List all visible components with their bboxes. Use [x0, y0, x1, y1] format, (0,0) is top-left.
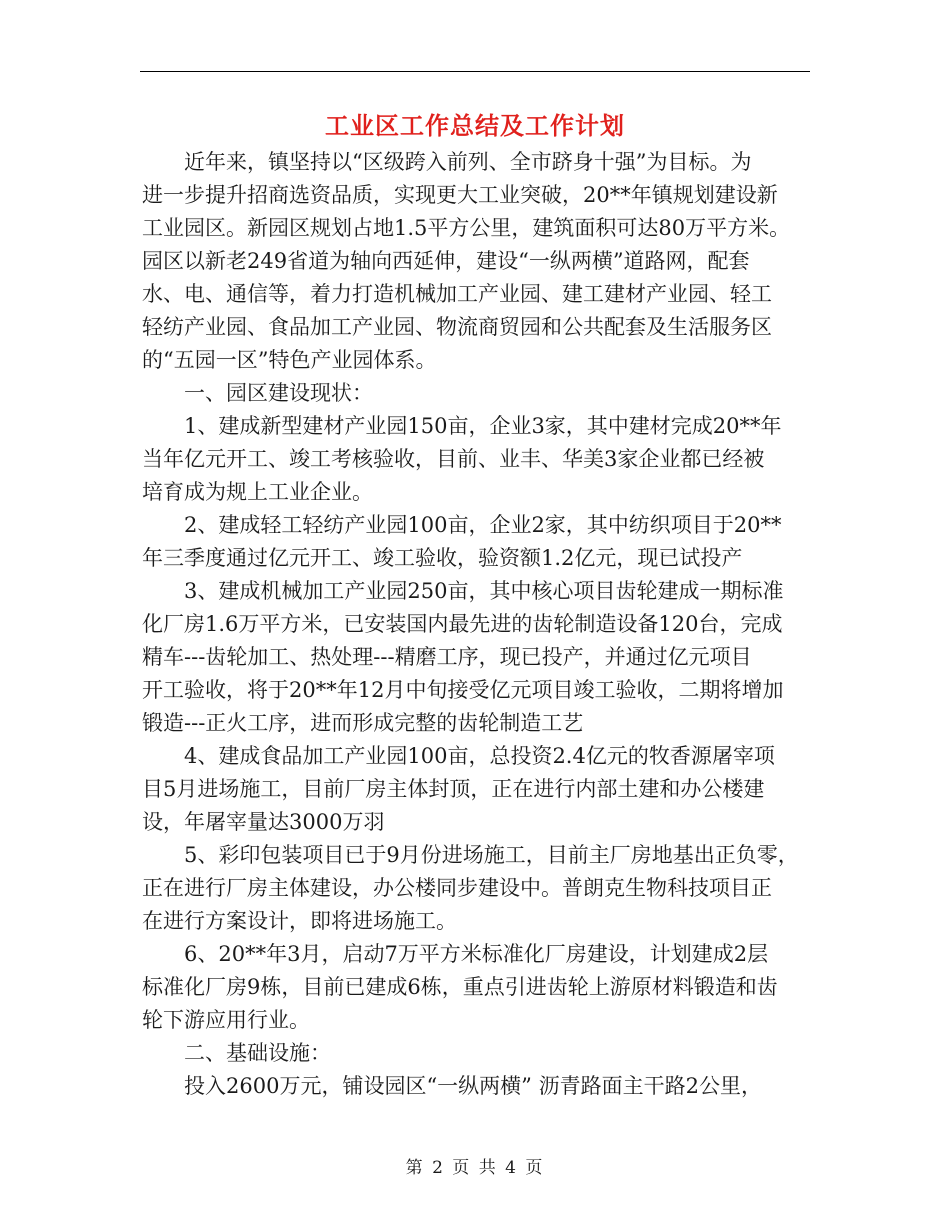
text-line: 水、电、通信等，着力打造机械加工产业园、建工建材产业园、轻工: [142, 282, 772, 306]
text-line: 5、彩印包装项目已于9月份进场施工，目前主厂房地基出正负零，: [184, 843, 799, 867]
text-line: 进一步提升招商选资品质，实现更大工业突破，20**年镇规划建设新: [142, 183, 778, 207]
text-line: 当年亿元开工、竣工考核验收，目前、业丰、华美3家企业都已经被: [142, 447, 765, 471]
text-line: 轮下游应用行业。: [142, 1008, 310, 1032]
text-line: 正在进行厂房主体建设，办公楼同步建设中。普朗克生物科技项目正: [142, 876, 772, 900]
text-line: 工业园区。新园区规划占地1.5平方公里，建筑面积可达80万平方米。: [142, 216, 791, 240]
header-rule: [140, 71, 810, 72]
text-line: 二、基础设施：: [184, 1041, 331, 1065]
text-line: 锻造---正火工序，进而形成完整的齿轮制造工艺: [142, 711, 584, 735]
text-line: 年三季度通过亿元开工、竣工验收，验资额1.2亿元，现已试投产: [142, 546, 743, 570]
text-line: 一、园区建设现状：: [184, 381, 373, 405]
text-line: 目5月进场施工，目前厂房主体封顶，正在进行内部土建和办公楼建: [142, 777, 765, 801]
text-line: 开工验收，将于20**年12月中旬接受亿元项目竣工验收，二期将增加: [142, 678, 784, 702]
text-line: 设，年屠宰量达3000万羽: [142, 810, 385, 834]
text-line: 3、建成机械加工产业园250亩，其中核心项目齿轮建成一期标准: [184, 579, 784, 603]
text-line: 6、20**年3月，启动7万平方米标准化厂房建设，计划建成2层: [184, 942, 769, 966]
text-line: 近年来，镇坚持以“区级跨入前列、全市跻身十强”为目标。为: [184, 150, 752, 174]
text-line: 1、建成新型建材产业园150亩，企业3家，其中建材完成20**年: [184, 414, 782, 438]
text-line: 2、建成轻工轻纺产业园100亩，企业2家，其中纺织项目于20**: [184, 513, 782, 537]
text-line: 投入2600万元，铺设园区“一纵两横” 沥青路面主干路2公里，: [184, 1074, 762, 1098]
page-footer: 第 2 页 共 4 页: [405, 1158, 545, 1178]
text-line: 园区以新老249省道为轴向西延伸，建设“一纵两横”道路网，配套: [142, 249, 750, 273]
text-line: 4、建成食品加工产业园100亩，总投资2.4亿元的牧香源屠宰项: [184, 744, 775, 768]
text-line: 培育成为规上工业企业。: [142, 480, 373, 504]
text-line: 在进行方案设计，即将进场施工。: [142, 909, 457, 933]
text-line: 精车---齿轮加工、热处理---精磨工序，现已投产，并通过亿元项目: [142, 645, 752, 669]
text-line: 标准化厂房9栋，目前已建成6栋，重点引进齿轮上游原材料锻造和齿: [142, 975, 778, 999]
text-line: 化厂房1.6万平方米，已安装国内最先进的齿轮制造设备120台，完成: [142, 612, 783, 636]
document-body: [142, 146, 810, 1103]
document-title: 工业区工作总结及工作计划: [325, 111, 625, 140]
text-line: 的“五园一区”特色产业园体系。: [142, 348, 437, 372]
text-line: 轻纺产业园、食品加工产业园、物流商贸园和公共配套及生活服务区: [142, 315, 772, 339]
